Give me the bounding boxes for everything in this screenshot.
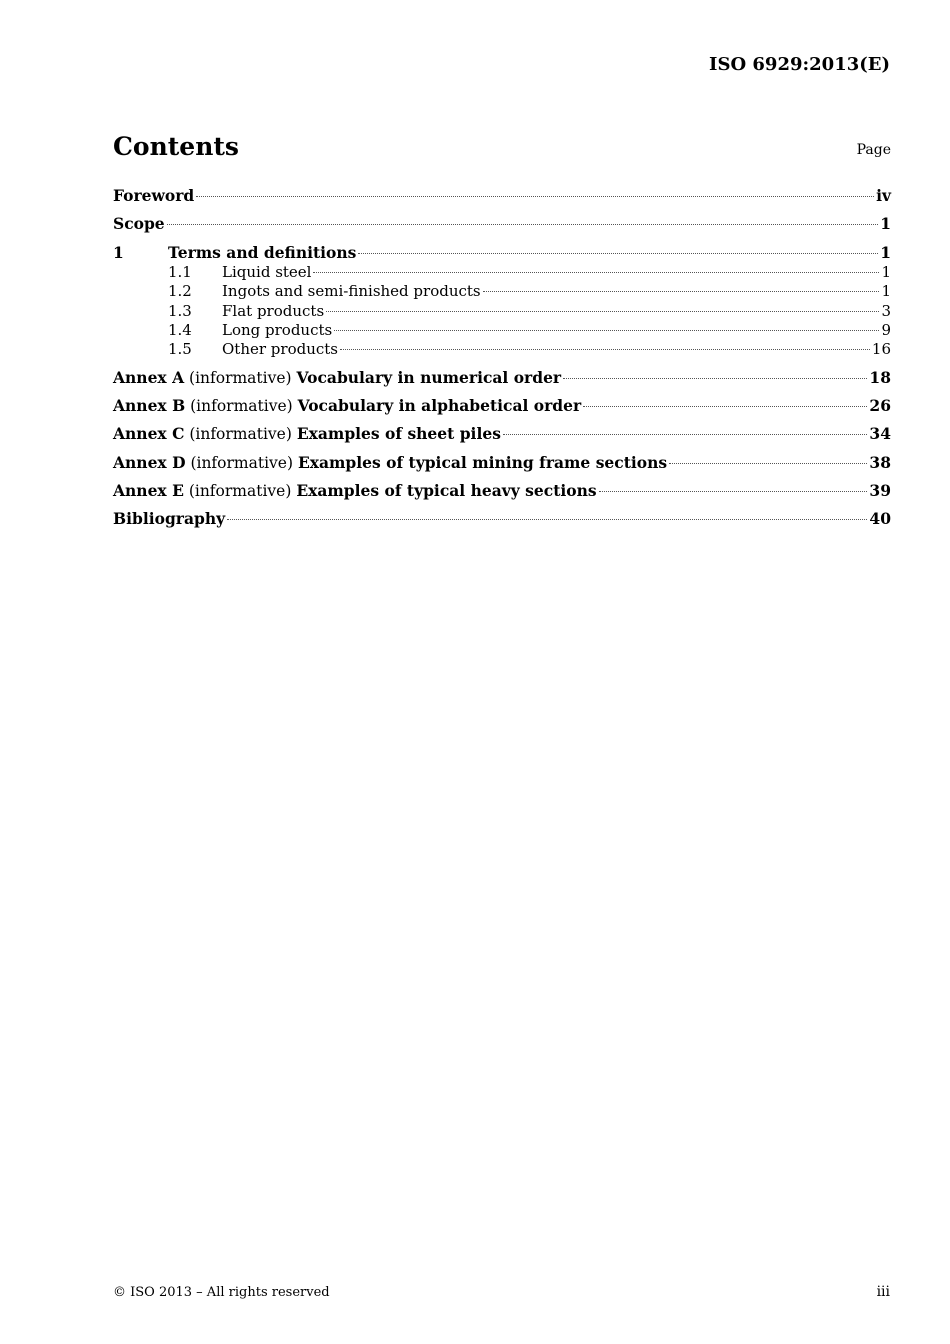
toc-entry-label: Other products [222,340,338,358]
toc-entry-terms-and-definitions[interactable] [113,242,891,264]
toc-entry-label: Foreword [113,186,195,205]
copyright-notice: © ISO 2013 – All rights reserved [113,1285,330,1300]
toc-entry-annex-d[interactable] [113,452,891,474]
toc-entry-annex-type: (informative) [184,369,297,387]
toc-entry-label: Liquid steel [222,263,312,281]
toc-leader-dots [563,378,867,379]
toc-entry-label: Terms and definitions [168,243,357,262]
toc-leader-dots [167,224,879,225]
toc-entry-annex-letter: Annex D [113,453,186,472]
toc-entry-annex-type: (informative) [185,397,298,415]
toc-leader-dots [599,491,868,492]
footer-page-number: iii [876,1284,890,1300]
toc-entry-number: 1.1 [168,263,192,281]
toc-entry-page: 1 [880,243,891,262]
toc-entry-page: 18 [869,368,891,387]
toc-entry-number: 1.5 [168,340,192,358]
toc-leader-dots [334,330,879,331]
toc-entry-annex-a[interactable] [113,367,891,389]
toc-entry-page: 9 [881,321,891,339]
toc-entry-flat-products[interactable] [168,302,891,321]
toc-entry-number: 1 [113,243,124,262]
toc-leader-dots [326,311,879,312]
toc-entry-number: 1.2 [168,282,192,300]
toc-entry-annex-letter: Annex C [113,424,185,443]
toc-entry-page: 3 [881,302,891,320]
toc-leader-dots [583,406,867,407]
toc-entry-page: 40 [869,509,891,528]
toc-entry-page: 34 [869,424,891,443]
toc-entry-label: Ingots and semi-finished products [222,282,481,300]
toc-entry-annex-type: (informative) [185,454,298,472]
toc-leader-dots [483,291,880,292]
toc-entry-page: 16 [871,340,891,358]
toc-entry-annex-letter: Annex B [113,396,186,415]
toc-entry-page: 1 [880,214,891,233]
toc-leader-dots [503,434,868,435]
toc-entry-label: Flat products [222,302,325,320]
toc-entry-number: 1.3 [168,302,192,320]
toc-entry-annex-b[interactable] [113,395,891,417]
toc-entry-page: 1 [881,282,891,300]
toc-entry-label: Examples of typical heavy sections [296,481,597,500]
toc-entry-annex-letter: Annex E [113,481,184,500]
toc-entry-bibliography[interactable] [113,508,891,530]
toc-entry-other-products[interactable] [168,340,891,359]
toc-entry-annex-type: (informative) [184,425,297,443]
toc-entry-label: Examples of sheet piles [296,424,501,443]
toc-leader-dots [669,463,867,464]
toc-leader-dots [313,272,879,273]
toc-entry-annex-type: (informative) [183,482,297,500]
toc-entry-number: 1.4 [168,321,192,339]
document-identifier: ISO 6929:2013(E) [709,54,890,75]
toc-entry-long-products[interactable] [168,321,891,340]
toc-leader-dots [227,519,867,520]
toc-entry-annex-c[interactable] [113,423,891,445]
toc-entry-label: Vocabulary in numerical order [296,368,562,387]
toc-page-column-label: Page [856,142,891,158]
toc-entry-page: 39 [869,481,891,500]
toc-leader-dots [340,349,870,350]
toc-entry-annex-e[interactable] [113,480,891,502]
toc-header [113,130,891,164]
toc-leader-dots [196,196,874,197]
toc-entry-ingots-semi-finished[interactable] [168,282,891,301]
toc-entry-label: Vocabulary in alphabetical order [297,396,582,415]
toc-entry-label: Examples of typical mining frame sections [297,453,668,472]
toc-entry-scope[interactable] [113,213,891,235]
toc-entry-annex-letter: Annex A [113,368,185,387]
toc-entry-page: 1 [881,263,891,281]
toc-entry-label: Bibliography [113,509,226,528]
toc-title: Contents [113,132,240,161]
toc-entry-page: 26 [869,396,891,415]
toc-entry-liquid-steel[interactable] [168,263,891,282]
toc-leader-dots [358,253,878,254]
toc-entry-page: iv [876,186,891,205]
toc-entry-foreword[interactable] [113,185,891,207]
toc-entry-page: 38 [869,453,891,472]
toc-entry-label: Long products [222,321,333,339]
toc-entry-label: Scope [113,214,165,233]
